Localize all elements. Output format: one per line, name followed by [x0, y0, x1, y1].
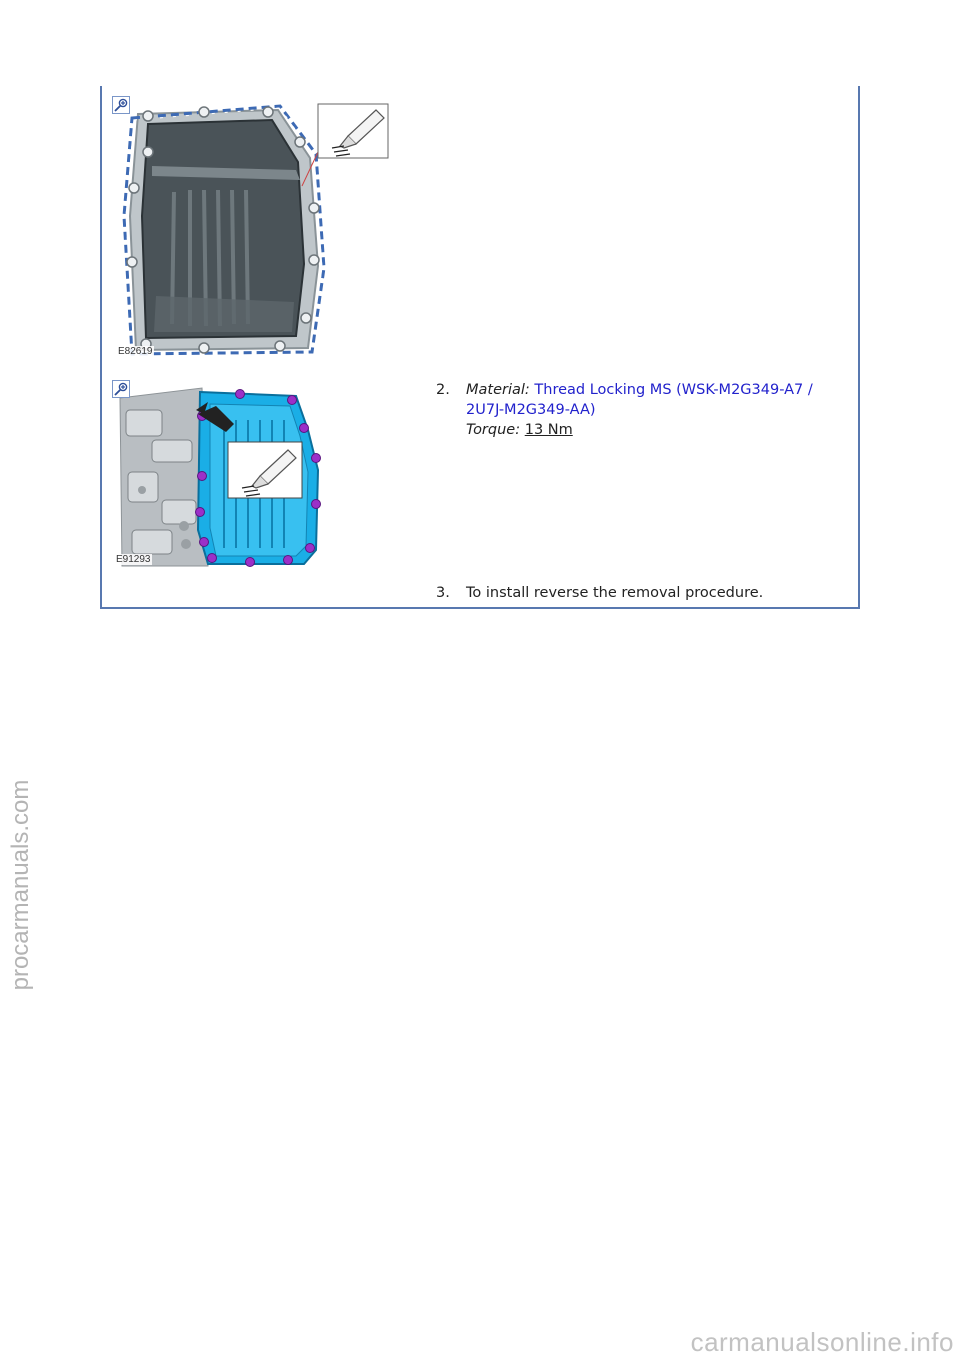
- figure-oil-pan-sealant: [112, 96, 392, 358]
- procedure-table: [100, 86, 860, 609]
- material-link-continued[interactable]: 2U7J-M2G349-AA): [466, 402, 596, 418]
- zoom-in-icon: [113, 381, 129, 397]
- material-label: Material:: [466, 382, 530, 398]
- figure-pan-bolts-torque: [112, 380, 328, 570]
- step-number: 2.: [436, 382, 450, 398]
- torque-label: Torque:: [466, 422, 521, 438]
- step-body: To install reverse the removal procedure.: [466, 585, 764, 601]
- transmission-pan-illustration: [112, 380, 328, 570]
- step-2: [436, 380, 856, 450]
- figure-zoom-button[interactable]: [112, 96, 130, 114]
- step-body: [466, 380, 813, 440]
- figure-code: E91293: [116, 554, 151, 565]
- material-link[interactable]: Thread Locking MS (WSK-M2G349-A7 /: [534, 382, 813, 398]
- figure-zoom-button[interactable]: [112, 380, 130, 398]
- step-number: 3.: [436, 585, 450, 601]
- torque-value[interactable]: 13 Nm: [524, 422, 573, 438]
- oil-pan-illustration: [112, 96, 392, 358]
- material-line: [466, 380, 813, 400]
- figure-code: E82619: [118, 346, 153, 357]
- step-3: [436, 583, 856, 605]
- side-watermark: procarmanuals.com: [7, 779, 34, 991]
- bottom-watermark: carmanualsonline.info: [690, 1327, 954, 1357]
- zoom-in-icon: [113, 97, 129, 113]
- torque-line: [466, 420, 813, 440]
